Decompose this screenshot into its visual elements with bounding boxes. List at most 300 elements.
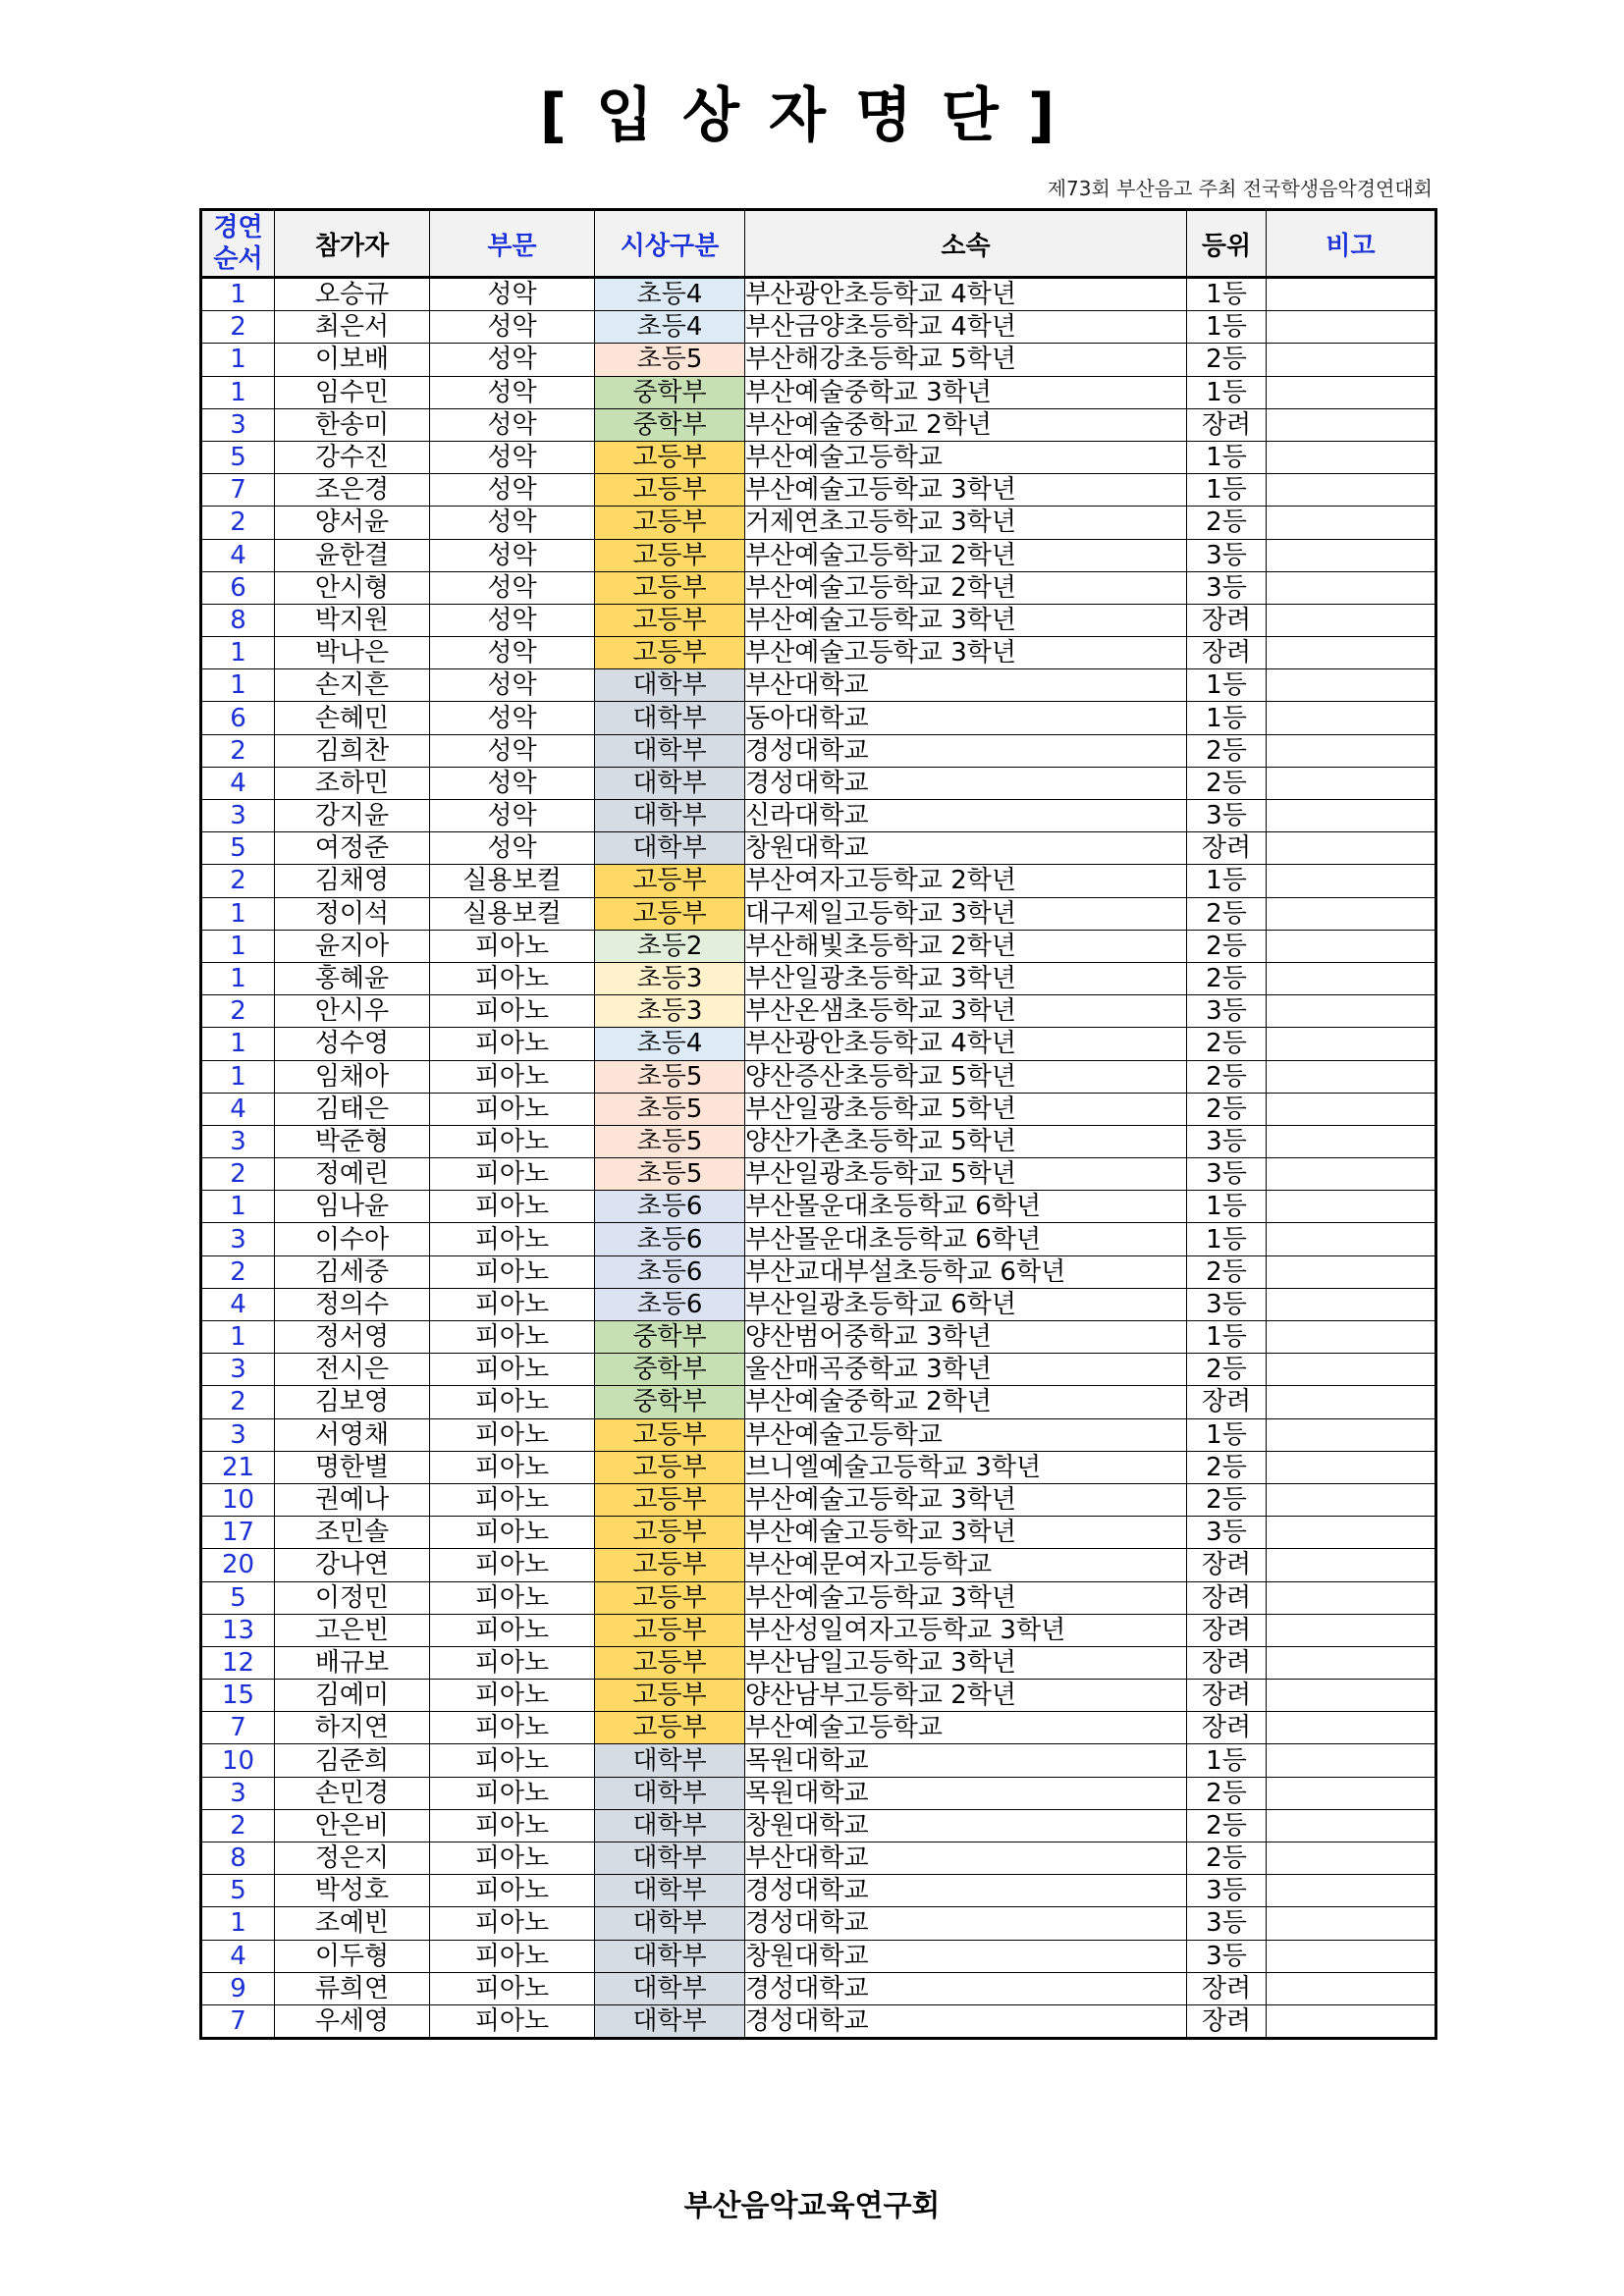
- participant-name-cell: 류희연: [275, 1972, 430, 2004]
- rank-cell: 3등: [1187, 1940, 1267, 1972]
- contest-order-cell: 15: [201, 1680, 275, 1712]
- table-row: [201, 1744, 1436, 1777]
- contest-order-cell: 3: [201, 800, 275, 832]
- table-row: [201, 1972, 1436, 2004]
- contest-order-cell: 1: [201, 1028, 275, 1060]
- participant-name-cell: 정이석: [275, 897, 430, 930]
- award-category-cell: 고등부: [595, 1680, 745, 1712]
- note-cell: [1267, 702, 1436, 734]
- award-category-cell: 대학부: [595, 767, 745, 799]
- award-category-cell: 고등부: [595, 474, 745, 507]
- division-cell: 피아노: [430, 1418, 595, 1451]
- participant-name-cell: 김예미: [275, 1680, 430, 1712]
- participant-name-cell: 손민경: [275, 1777, 430, 1809]
- table-row: [201, 1842, 1436, 1875]
- division-cell: 피아노: [430, 1125, 595, 1157]
- award-category-cell: 초등3: [595, 995, 745, 1028]
- table-row: [201, 1354, 1436, 1386]
- division-cell: 피아노: [430, 1060, 595, 1093]
- division-cell: 피아노: [430, 1288, 595, 1320]
- contest-order-cell: 1: [201, 1907, 275, 1940]
- affiliation-cell: 부산예술고등학교 3학년: [745, 637, 1187, 669]
- contest-order-cell: 9: [201, 1972, 275, 2004]
- division-cell: 피아노: [430, 995, 595, 1028]
- rank-cell: 3등: [1187, 1158, 1267, 1191]
- participant-name-cell: 정의수: [275, 1288, 430, 1320]
- award-category-cell: 대학부: [595, 1940, 745, 1972]
- rank-cell: 1등: [1187, 1191, 1267, 1223]
- award-category-cell: 초등6: [595, 1223, 745, 1255]
- header-order: [201, 210, 275, 278]
- award-category-cell: 대학부: [595, 832, 745, 865]
- affiliation-cell: 부산예술고등학교 2학년: [745, 571, 1187, 604]
- participant-name-cell: 홍혜윤: [275, 962, 430, 994]
- affiliation-cell: 경성대학교: [745, 767, 1187, 799]
- affiliation-cell: 부산대학교: [745, 669, 1187, 702]
- rank-cell: 2등: [1187, 507, 1267, 539]
- note-cell: [1267, 897, 1436, 930]
- division-cell: 피아노: [430, 1549, 595, 1581]
- division-cell: 피아노: [430, 1907, 595, 1940]
- affiliation-cell: 양산남부고등학교 2학년: [745, 1680, 1187, 1712]
- header-affiliation: 소속: [745, 210, 1187, 278]
- award-category-cell: 중학부: [595, 1354, 745, 1386]
- note-cell: [1267, 1646, 1436, 1679]
- award-category-cell: 대학부: [595, 800, 745, 832]
- division-cell: 피아노: [430, 2004, 595, 2038]
- affiliation-cell: 경성대학교: [745, 1875, 1187, 1907]
- division-cell: 피아노: [430, 1093, 595, 1125]
- participant-name-cell: 윤한결: [275, 539, 430, 571]
- participant-name-cell: 이수아: [275, 1223, 430, 1255]
- rank-cell: 장려: [1187, 1386, 1267, 1418]
- participant-name-cell: 배규보: [275, 1646, 430, 1679]
- rank-cell: 3등: [1187, 1875, 1267, 1907]
- rank-cell: 1등: [1187, 669, 1267, 702]
- table-row: [201, 1060, 1436, 1093]
- table-row: [201, 1614, 1436, 1646]
- award-category-cell: 초등4: [595, 1028, 745, 1060]
- note-cell: [1267, 995, 1436, 1028]
- note-cell: [1267, 571, 1436, 604]
- division-cell: 피아노: [430, 1875, 595, 1907]
- contest-order-cell: 3: [201, 1418, 275, 1451]
- table-row: [201, 1517, 1436, 1549]
- note-cell: [1267, 1875, 1436, 1907]
- contest-order-cell: 1: [201, 897, 275, 930]
- division-cell: 성악: [430, 767, 595, 799]
- note-cell: [1267, 1223, 1436, 1255]
- contest-order-cell: 21: [201, 1451, 275, 1483]
- affiliation-cell: 부산예술고등학교: [745, 441, 1187, 473]
- award-category-cell: 중학부: [595, 408, 745, 441]
- division-cell: 피아노: [430, 1191, 595, 1223]
- division-cell: 실용보컬: [430, 865, 595, 897]
- award-category-cell: 초등5: [595, 1060, 745, 1093]
- table-row: [201, 1223, 1436, 1255]
- table-row: [201, 702, 1436, 734]
- table-row: [201, 767, 1436, 799]
- note-cell: [1267, 344, 1436, 376]
- rank-cell: 2등: [1187, 1255, 1267, 1288]
- division-cell: 성악: [430, 474, 595, 507]
- header-category: 시상구분: [595, 210, 745, 278]
- affiliation-cell: 부산몰운대초등학교 6학년: [745, 1191, 1187, 1223]
- division-cell: 피아노: [430, 1940, 595, 1972]
- table-row: [201, 1321, 1436, 1354]
- award-category-cell: 고등부: [595, 865, 745, 897]
- note-cell: [1267, 669, 1436, 702]
- division-cell: 성악: [430, 800, 595, 832]
- contest-order-cell: 7: [201, 474, 275, 507]
- contest-order-cell: 8: [201, 1842, 275, 1875]
- award-category-cell: 대학부: [595, 734, 745, 767]
- affiliation-cell: 부산일광초등학교 5학년: [745, 1158, 1187, 1191]
- table-row: [201, 1125, 1436, 1157]
- affiliation-cell: 부산예술고등학교 3학년: [745, 1517, 1187, 1549]
- header-name: 참가자: [275, 210, 430, 278]
- participant-name-cell: 이정민: [275, 1581, 430, 1614]
- affiliation-cell: 부산금양초등학교 4학년: [745, 311, 1187, 344]
- award-category-cell: 대학부: [595, 2004, 745, 2038]
- award-category-cell: 고등부: [595, 571, 745, 604]
- award-category-cell: 초등5: [595, 1125, 745, 1157]
- note-cell: [1267, 604, 1436, 636]
- affiliation-cell: 부산일광초등학교 3학년: [745, 962, 1187, 994]
- affiliation-cell: 부산온샘초등학교 3학년: [745, 995, 1187, 1028]
- note-cell: [1267, 1744, 1436, 1777]
- affiliation-cell: 부산예술고등학교 2학년: [745, 539, 1187, 571]
- participant-name-cell: 전시은: [275, 1354, 430, 1386]
- table-row: [201, 1940, 1436, 1972]
- division-cell: 피아노: [430, 1646, 595, 1679]
- affiliation-cell: 목원대학교: [745, 1744, 1187, 1777]
- note-cell: [1267, 1549, 1436, 1581]
- winners-table: [199, 208, 1437, 2040]
- rank-cell: 장려: [1187, 1549, 1267, 1581]
- header-order-line1: 경연: [213, 213, 263, 242]
- note-cell: [1267, 2004, 1436, 2038]
- rank-cell: 3등: [1187, 1907, 1267, 1940]
- division-cell: 피아노: [430, 1680, 595, 1712]
- table-row: [201, 1288, 1436, 1320]
- award-category-cell: 초등4: [595, 278, 745, 311]
- note-cell: [1267, 1842, 1436, 1875]
- note-cell: [1267, 734, 1436, 767]
- organizer-footer: 부산음악교육연구회: [683, 2189, 941, 2223]
- affiliation-cell: 창원대학교: [745, 1940, 1187, 1972]
- table-row: [201, 1418, 1436, 1451]
- note-cell: [1267, 311, 1436, 344]
- rank-cell: 2등: [1187, 1809, 1267, 1842]
- division-cell: 피아노: [430, 1777, 595, 1809]
- table-row: [201, 474, 1436, 507]
- participant-name-cell: 한송미: [275, 408, 430, 441]
- award-category-cell: 대학부: [595, 1972, 745, 2004]
- note-cell: [1267, 865, 1436, 897]
- award-category-cell: 중학부: [595, 376, 745, 408]
- rank-cell: 장려: [1187, 1614, 1267, 1646]
- note-cell: [1267, 1321, 1436, 1354]
- affiliation-cell: 부산일광초등학교 6학년: [745, 1288, 1187, 1320]
- note-cell: [1267, 1777, 1436, 1809]
- award-category-cell: 고등부: [595, 897, 745, 930]
- division-cell: 성악: [430, 637, 595, 669]
- table-row: [201, 1386, 1436, 1418]
- contest-order-cell: 1: [201, 962, 275, 994]
- note-cell: [1267, 1614, 1436, 1646]
- note-cell: [1267, 1809, 1436, 1842]
- table-row: [201, 507, 1436, 539]
- award-category-cell: 고등부: [595, 441, 745, 473]
- note-cell: [1267, 1093, 1436, 1125]
- table-row: [201, 669, 1436, 702]
- rank-cell: 2등: [1187, 1093, 1267, 1125]
- rank-cell: 3등: [1187, 1288, 1267, 1320]
- participant-name-cell: 김보영: [275, 1386, 430, 1418]
- participant-name-cell: 명한별: [275, 1451, 430, 1483]
- affiliation-cell: 부산예문여자고등학교: [745, 1549, 1187, 1581]
- division-cell: 성악: [430, 408, 595, 441]
- division-cell: 성악: [430, 539, 595, 571]
- header-order-line2: 순서: [213, 244, 263, 274]
- participant-name-cell: 김희찬: [275, 734, 430, 767]
- award-category-cell: 초등5: [595, 1093, 745, 1125]
- division-cell: 피아노: [430, 1483, 595, 1516]
- table-row: [201, 865, 1436, 897]
- contest-order-cell: 7: [201, 2004, 275, 2038]
- note-cell: [1267, 1972, 1436, 2004]
- participant-name-cell: 김세중: [275, 1255, 430, 1288]
- note-cell: [1267, 767, 1436, 799]
- award-category-cell: 고등부: [595, 1646, 745, 1679]
- participant-name-cell: 조민솔: [275, 1517, 430, 1549]
- affiliation-cell: 경성대학교: [745, 2004, 1187, 2038]
- table-row: [201, 800, 1436, 832]
- note-cell: [1267, 1191, 1436, 1223]
- division-cell: 피아노: [430, 1451, 595, 1483]
- participant-name-cell: 박나은: [275, 637, 430, 669]
- contest-order-cell: 10: [201, 1744, 275, 1777]
- division-cell: 성악: [430, 507, 595, 539]
- division-cell: 실용보컬: [430, 897, 595, 930]
- division-cell: 피아노: [430, 1517, 595, 1549]
- award-category-cell: 고등부: [595, 1451, 745, 1483]
- note-cell: [1267, 832, 1436, 865]
- rank-cell: 3등: [1187, 1517, 1267, 1549]
- award-category-cell: 대학부: [595, 1842, 745, 1875]
- table-row: [201, 1483, 1436, 1516]
- participant-name-cell: 이두형: [275, 1940, 430, 1972]
- affiliation-cell: 양산가촌초등학교 5학년: [745, 1125, 1187, 1157]
- rank-cell: 2등: [1187, 897, 1267, 930]
- rank-cell: 1등: [1187, 278, 1267, 311]
- participant-name-cell: 고은빈: [275, 1614, 430, 1646]
- rank-cell: 2등: [1187, 344, 1267, 376]
- affiliation-cell: 부산해빛초등학교 2학년: [745, 930, 1187, 962]
- division-cell: 피아노: [430, 1386, 595, 1418]
- division-cell: 피아노: [430, 1158, 595, 1191]
- award-category-cell: 고등부: [595, 637, 745, 669]
- affiliation-cell: 부산대학교: [745, 1842, 1187, 1875]
- rank-cell: 1등: [1187, 474, 1267, 507]
- rank-cell: 장려: [1187, 1712, 1267, 1744]
- participant-name-cell: 정은지: [275, 1842, 430, 1875]
- award-category-cell: 초등5: [595, 1158, 745, 1191]
- participant-name-cell: 박준형: [275, 1125, 430, 1157]
- division-cell: 피아노: [430, 1223, 595, 1255]
- participant-name-cell: 조은경: [275, 474, 430, 507]
- contest-order-cell: 5: [201, 441, 275, 473]
- table-row: [201, 571, 1436, 604]
- contest-order-cell: 1: [201, 344, 275, 376]
- contest-order-cell: 4: [201, 1288, 275, 1320]
- affiliation-cell: 부산광안초등학교 4학년: [745, 278, 1187, 311]
- header-rank: 등위: [1187, 210, 1267, 278]
- rank-cell: 2등: [1187, 1777, 1267, 1809]
- table-row: [201, 539, 1436, 571]
- award-category-cell: 중학부: [595, 1321, 745, 1354]
- header-division: 부문: [430, 210, 595, 278]
- award-category-cell: 고등부: [595, 1418, 745, 1451]
- contest-order-cell: 6: [201, 702, 275, 734]
- page-title: [입상자명단]: [539, 81, 1085, 150]
- contest-order-cell: 2: [201, 1386, 275, 1418]
- table-row: [201, 995, 1436, 1028]
- contest-order-cell: 1: [201, 376, 275, 408]
- affiliation-cell: 부산예술중학교 3학년: [745, 376, 1187, 408]
- table-row: [201, 1255, 1436, 1288]
- note-cell: [1267, 474, 1436, 507]
- division-cell: 성악: [430, 311, 595, 344]
- participant-name-cell: 임나윤: [275, 1191, 430, 1223]
- affiliation-cell: 동아대학교: [745, 702, 1187, 734]
- award-category-cell: 고등부: [595, 1614, 745, 1646]
- note-cell: [1267, 278, 1436, 311]
- contest-order-cell: 3: [201, 1125, 275, 1157]
- contest-order-cell: 13: [201, 1614, 275, 1646]
- note-cell: [1267, 962, 1436, 994]
- division-cell: 피아노: [430, 962, 595, 994]
- contest-order-cell: 4: [201, 1940, 275, 1972]
- header-note: 비고: [1267, 210, 1436, 278]
- table-row: [201, 2004, 1436, 2038]
- award-category-cell: 초등4: [595, 311, 745, 344]
- affiliation-cell: 부산교대부설초등학교 6학년: [745, 1255, 1187, 1288]
- rank-cell: 1등: [1187, 311, 1267, 344]
- rank-cell: 장려: [1187, 1680, 1267, 1712]
- table-row: [201, 1646, 1436, 1679]
- table-row: [201, 408, 1436, 441]
- note-cell: [1267, 1028, 1436, 1060]
- contest-order-cell: 1: [201, 1191, 275, 1223]
- contest-order-cell: 2: [201, 734, 275, 767]
- division-cell: 피아노: [430, 1712, 595, 1744]
- participant-name-cell: 강지윤: [275, 800, 430, 832]
- rank-cell: 3등: [1187, 539, 1267, 571]
- note-cell: [1267, 441, 1436, 473]
- participant-name-cell: 우세영: [275, 2004, 430, 2038]
- award-category-cell: 초등6: [595, 1288, 745, 1320]
- affiliation-cell: 대구제일고등학교 3학년: [745, 897, 1187, 930]
- affiliation-cell: 부산남일고등학교 3학년: [745, 1646, 1187, 1679]
- rank-cell: 2등: [1187, 962, 1267, 994]
- affiliation-cell: 부산예술고등학교 3학년: [745, 1483, 1187, 1516]
- contest-order-cell: 2: [201, 1158, 275, 1191]
- rank-cell: 1등: [1187, 376, 1267, 408]
- affiliation-cell: 부산광안초등학교 4학년: [745, 1028, 1187, 1060]
- award-category-cell: 고등부: [595, 1549, 745, 1581]
- note-cell: [1267, 1255, 1436, 1288]
- affiliation-cell: 부산예술중학교 2학년: [745, 1386, 1187, 1418]
- participant-name-cell: 안은비: [275, 1809, 430, 1842]
- affiliation-cell: 부산예술고등학교: [745, 1418, 1187, 1451]
- participant-name-cell: 김태은: [275, 1093, 430, 1125]
- contest-order-cell: 1: [201, 930, 275, 962]
- rank-cell: 1등: [1187, 1223, 1267, 1255]
- table-row: [201, 1875, 1436, 1907]
- note-cell: [1267, 1288, 1436, 1320]
- note-cell: [1267, 1060, 1436, 1093]
- participant-name-cell: 성수영: [275, 1028, 430, 1060]
- division-cell: 피아노: [430, 1842, 595, 1875]
- note-cell: [1267, 930, 1436, 962]
- rank-cell: 장려: [1187, 408, 1267, 441]
- table-row: [201, 637, 1436, 669]
- contest-order-cell: 4: [201, 767, 275, 799]
- table-row: [201, 1680, 1436, 1712]
- division-cell: 피아노: [430, 1354, 595, 1386]
- participant-name-cell: 임수민: [275, 376, 430, 408]
- award-category-cell: 초등2: [595, 930, 745, 962]
- affiliation-cell: 부산성일여자고등학교 3학년: [745, 1614, 1187, 1646]
- note-cell: [1267, 1940, 1436, 1972]
- affiliation-cell: 경성대학교: [745, 734, 1187, 767]
- award-category-cell: 초등3: [595, 962, 745, 994]
- rank-cell: 1등: [1187, 441, 1267, 473]
- rank-cell: 3등: [1187, 800, 1267, 832]
- rank-cell: 1등: [1187, 702, 1267, 734]
- participant-name-cell: 윤지아: [275, 930, 430, 962]
- contest-order-cell: 1: [201, 1060, 275, 1093]
- award-category-cell: 고등부: [595, 1712, 745, 1744]
- table-row: [201, 1809, 1436, 1842]
- note-cell: [1267, 539, 1436, 571]
- note-cell: [1267, 1158, 1436, 1191]
- division-cell: 피아노: [430, 1744, 595, 1777]
- rank-cell: 3등: [1187, 1125, 1267, 1157]
- affiliation-cell: 부산예술고등학교 3학년: [745, 604, 1187, 636]
- contest-order-cell: 1: [201, 669, 275, 702]
- contest-order-cell: 17: [201, 1517, 275, 1549]
- table-row: [201, 278, 1436, 311]
- rank-cell: 1등: [1187, 865, 1267, 897]
- rank-cell: 2등: [1187, 1028, 1267, 1060]
- table-row: [201, 1712, 1436, 1744]
- affiliation-cell: 부산예술고등학교 3학년: [745, 474, 1187, 507]
- table-row: [201, 604, 1436, 636]
- division-cell: 성악: [430, 734, 595, 767]
- affiliation-cell: 양산범어중학교 3학년: [745, 1321, 1187, 1354]
- affiliation-cell: 창원대학교: [745, 1809, 1187, 1842]
- note-cell: [1267, 507, 1436, 539]
- contest-order-cell: 5: [201, 1875, 275, 1907]
- rank-cell: 장려: [1187, 604, 1267, 636]
- rank-cell: 장려: [1187, 1581, 1267, 1614]
- table-row: [201, 344, 1436, 376]
- table-row: [201, 1093, 1436, 1125]
- division-cell: 피아노: [430, 1321, 595, 1354]
